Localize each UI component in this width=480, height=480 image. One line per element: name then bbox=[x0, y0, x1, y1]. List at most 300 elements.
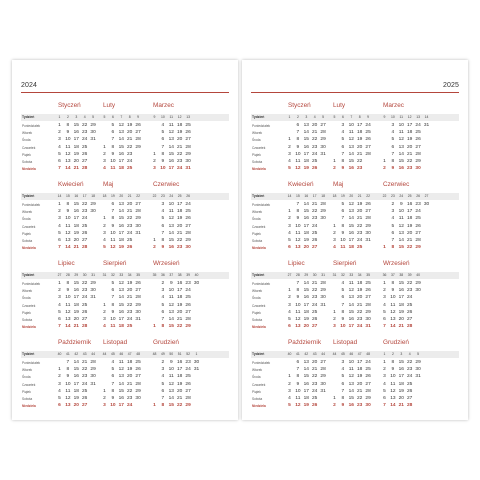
day-cell: 9 bbox=[341, 166, 345, 172]
week-number: 24 bbox=[169, 194, 174, 198]
day-cell: 1 bbox=[153, 238, 156, 243]
week-number: 9 bbox=[383, 115, 386, 119]
day-cell: 18 bbox=[303, 159, 309, 164]
day-cell: 24 bbox=[357, 324, 363, 330]
day-cell: 21 bbox=[312, 130, 318, 136]
day-cell: 16 bbox=[303, 295, 309, 301]
day-cell: 23 bbox=[185, 281, 191, 286]
day-cell: 5 bbox=[383, 388, 386, 394]
day-cell: 5 bbox=[288, 238, 291, 243]
day-cell: 29 bbox=[185, 151, 191, 157]
day-cell: 4 bbox=[383, 302, 386, 308]
day-cell: 10 bbox=[160, 166, 166, 172]
day-cell: 23 bbox=[357, 166, 363, 172]
day-cell: 23 bbox=[312, 295, 318, 301]
day-cell: 28 bbox=[320, 367, 326, 373]
day-cell: 27 bbox=[82, 317, 88, 322]
week-number: 4 bbox=[313, 115, 316, 119]
day-cell: 9 bbox=[169, 360, 173, 365]
day-cell: 17 bbox=[303, 151, 309, 157]
day-cell: 22 bbox=[127, 302, 133, 308]
day-cell: 3 bbox=[161, 367, 165, 373]
day-cell: 12 bbox=[168, 302, 174, 308]
day-cell: 4 bbox=[341, 367, 345, 373]
day-cell: 31 bbox=[423, 123, 430, 128]
day-cell: 27 bbox=[82, 403, 88, 409]
day-cell: 30 bbox=[90, 130, 96, 136]
day-cell: 12 bbox=[118, 123, 124, 128]
day-cell: 26 bbox=[312, 403, 318, 409]
week-number: 23 bbox=[391, 194, 395, 198]
week-number: 31 bbox=[332, 273, 337, 277]
week-number: 6 bbox=[341, 115, 344, 119]
day-cell: 30 bbox=[90, 288, 96, 294]
day-cell: 4 bbox=[58, 144, 61, 150]
day-name-label: Sobota bbox=[22, 160, 33, 164]
day-cell: 21 bbox=[127, 295, 133, 301]
day-cell: 23 bbox=[177, 159, 183, 164]
month-title: Marzec bbox=[383, 102, 404, 109]
day-cell: 19 bbox=[73, 396, 79, 401]
day-cell: 24 bbox=[312, 223, 318, 229]
month-title: Lipiec bbox=[58, 260, 75, 267]
day-cell: 8 bbox=[111, 144, 115, 150]
day-cell: 23 bbox=[415, 202, 421, 207]
day-cell: 6 bbox=[161, 137, 165, 143]
day-cell: 27 bbox=[320, 360, 326, 365]
day-cell: 10 bbox=[295, 151, 301, 157]
day-cell: 28 bbox=[365, 302, 371, 308]
day-cell: 19 bbox=[127, 123, 133, 128]
week-number: 16 bbox=[74, 194, 79, 198]
day-cell: 30 bbox=[185, 159, 191, 164]
day-cell: 20 bbox=[127, 202, 133, 207]
day-cell: 4 bbox=[58, 302, 61, 308]
day-cell: 21 bbox=[177, 230, 183, 236]
day-cell: 16 bbox=[398, 367, 404, 373]
day-cell: 9 bbox=[341, 403, 345, 409]
day-cell: 1 bbox=[153, 324, 156, 330]
day-cell: 7 bbox=[341, 216, 345, 222]
day-cell: 21 bbox=[357, 388, 363, 394]
day-cell: 2 bbox=[383, 288, 386, 294]
day-cell: 5 bbox=[111, 281, 115, 286]
day-cell: 11 bbox=[295, 159, 301, 164]
day-cell: 23 bbox=[357, 403, 363, 409]
day-cell: 2 bbox=[103, 151, 106, 157]
month-title: Wrzesień bbox=[383, 260, 410, 267]
day-cell: 15 bbox=[348, 309, 354, 315]
day-cell: 13 bbox=[168, 309, 174, 315]
day-cell: 12 bbox=[118, 281, 124, 286]
day-cell: 24 bbox=[177, 166, 183, 172]
day-cell: 20 bbox=[357, 381, 363, 387]
day-cell: 11 bbox=[110, 238, 116, 243]
day-cell: 19 bbox=[303, 238, 309, 243]
day-cell: 21 bbox=[177, 317, 183, 322]
day-cell: 6 bbox=[391, 230, 395, 236]
day-cell: 3 bbox=[383, 374, 386, 380]
day-cell: 14 bbox=[65, 166, 71, 172]
day-name-label: Piątek bbox=[22, 389, 31, 394]
day-name-label: Piątek bbox=[252, 152, 261, 157]
day-cell: 27 bbox=[365, 295, 371, 301]
day-cell: 3 bbox=[103, 317, 106, 322]
day-cell: 13 bbox=[303, 360, 309, 365]
day-cell: 8 bbox=[66, 367, 70, 373]
week-number: 15 bbox=[296, 194, 300, 198]
day-cell: 24 bbox=[82, 137, 88, 143]
day-cell: 26 bbox=[127, 245, 133, 251]
week-number: 17 bbox=[312, 194, 317, 198]
day-cell: 10 bbox=[340, 238, 346, 243]
day-cell: 20 bbox=[177, 309, 183, 315]
day-cell: 3 bbox=[58, 216, 61, 222]
week-number: 48 bbox=[152, 352, 157, 356]
day-cell: 9 bbox=[391, 367, 395, 373]
day-cell: 30 bbox=[415, 288, 421, 294]
day-cell: 30 bbox=[90, 209, 96, 215]
day-cell: 24 bbox=[185, 288, 191, 294]
day-cell: 2 bbox=[288, 144, 291, 150]
day-cell: 15 bbox=[398, 159, 404, 164]
day-name-label: Niedziela bbox=[252, 246, 266, 251]
day-cell: 10 bbox=[168, 202, 174, 207]
day-cell: 17 bbox=[303, 388, 309, 394]
day-cell: 16 bbox=[73, 374, 79, 380]
day-cell: 6 bbox=[161, 309, 165, 315]
day-cell: 23 bbox=[312, 216, 318, 222]
day-cell: 13 bbox=[348, 209, 354, 215]
day-cell: 2 bbox=[58, 209, 61, 215]
day-cell: 21 bbox=[73, 324, 79, 330]
day-cell: 20 bbox=[303, 324, 309, 330]
day-cell: 17 bbox=[398, 295, 404, 301]
day-cell: 8 bbox=[66, 123, 70, 128]
day-cell: 3 bbox=[288, 151, 291, 157]
day-cell: 22 bbox=[312, 137, 318, 143]
day-cell: 28 bbox=[407, 403, 413, 409]
day-cell: 10 bbox=[295, 302, 301, 308]
month-title: Styczeń bbox=[288, 102, 311, 109]
day-cell: 9 bbox=[341, 317, 345, 322]
day-cell: 4 bbox=[161, 123, 165, 128]
day-cell: 9 bbox=[399, 202, 403, 207]
day-cell: 1 bbox=[333, 159, 336, 164]
day-cell: 12 bbox=[65, 230, 71, 236]
day-cell: 12 bbox=[168, 381, 174, 387]
day-cell: 19 bbox=[118, 245, 124, 251]
week-number: 19 bbox=[341, 194, 345, 198]
week-number: 5 bbox=[103, 115, 106, 119]
day-cell: 12 bbox=[390, 309, 396, 315]
day-cell: 30 bbox=[320, 381, 326, 387]
day-cell: 1 bbox=[103, 388, 106, 394]
day-cell: 21 bbox=[312, 281, 318, 286]
day-cell: 29 bbox=[415, 245, 421, 251]
week-number: 45 bbox=[111, 352, 115, 356]
day-cell: 1 bbox=[333, 223, 336, 229]
day-cell: 14 bbox=[65, 324, 71, 330]
day-cell: 31 bbox=[320, 388, 326, 394]
day-cell: 18 bbox=[127, 360, 133, 365]
day-cell: 16 bbox=[348, 230, 354, 236]
day-cell: 30 bbox=[193, 360, 200, 365]
day-cell: 14 bbox=[348, 151, 354, 157]
month-title: Kwiecień bbox=[58, 181, 84, 188]
week-number: 27 bbox=[57, 273, 62, 277]
day-cell: 2 bbox=[333, 403, 336, 409]
day-cell: 27 bbox=[415, 144, 421, 150]
day-cell: 23 bbox=[127, 223, 133, 229]
day-cell: 26 bbox=[407, 388, 413, 394]
day-cell: 28 bbox=[365, 151, 371, 157]
day-cell: 26 bbox=[365, 137, 371, 143]
day-cell: 16 bbox=[168, 245, 174, 251]
day-cell: 29 bbox=[135, 144, 141, 150]
day-cell: 31 bbox=[320, 151, 326, 157]
month-title: Listopad bbox=[333, 339, 358, 346]
day-cell: 9 bbox=[341, 230, 345, 236]
day-cell: 24 bbox=[127, 230, 133, 236]
day-cell: 12 bbox=[295, 238, 301, 243]
day-cell: 25 bbox=[312, 159, 318, 164]
week-number: 35 bbox=[152, 273, 157, 277]
day-cell: 25 bbox=[127, 166, 133, 172]
day-cell: 9 bbox=[161, 159, 165, 164]
day-cell: 1 bbox=[383, 245, 386, 251]
day-cell: 17 bbox=[73, 295, 79, 301]
day-cell: 12 bbox=[348, 288, 354, 294]
month-title: Sierpień bbox=[333, 260, 357, 267]
day-name-label: Wtorek bbox=[252, 289, 263, 294]
week-number: 32 bbox=[341, 273, 345, 277]
day-cell: 14 bbox=[303, 202, 309, 207]
day-cell: 22 bbox=[357, 309, 363, 315]
day-cell: 21 bbox=[398, 403, 404, 409]
week-number: 22 bbox=[136, 194, 140, 198]
week-number: 7 bbox=[350, 115, 353, 119]
week-number: 31 bbox=[102, 273, 107, 277]
day-cell: 7 bbox=[161, 230, 165, 236]
day-cell: 5 bbox=[58, 151, 61, 157]
day-cell: 5 bbox=[58, 230, 61, 236]
day-cell: 8 bbox=[111, 388, 115, 394]
day-cell: 31 bbox=[185, 166, 191, 172]
day-cell: 10 bbox=[398, 209, 404, 215]
day-cell: 1 bbox=[383, 281, 386, 286]
day-cell: 4 bbox=[341, 281, 345, 286]
week-number: 33 bbox=[349, 273, 354, 277]
day-cell: 6 bbox=[111, 130, 115, 136]
day-cell: 7 bbox=[391, 238, 395, 243]
day-cell: 12 bbox=[65, 396, 71, 401]
day-cell: 27 bbox=[407, 317, 413, 322]
day-cell: 23 bbox=[407, 367, 413, 373]
day-cell: 30 bbox=[320, 295, 326, 301]
day-cell: 18 bbox=[303, 230, 309, 236]
day-cell: 18 bbox=[118, 166, 124, 172]
week-number: 39 bbox=[407, 273, 412, 277]
day-cell: 29 bbox=[365, 396, 371, 401]
day-cell: 17 bbox=[177, 367, 183, 373]
day-cell: 15 bbox=[168, 403, 174, 409]
day-cell: 26 bbox=[185, 302, 191, 308]
day-cell: 9 bbox=[66, 288, 70, 294]
day-cell: 2 bbox=[383, 166, 386, 172]
day-cell: 28 bbox=[320, 281, 326, 286]
month-title: Wrzesień bbox=[153, 260, 180, 267]
day-cell: 11 bbox=[65, 302, 71, 308]
day-cell: 23 bbox=[312, 144, 318, 150]
week-number: 32 bbox=[111, 273, 115, 277]
day-cell: 20 bbox=[357, 295, 363, 301]
day-cell: 3 bbox=[103, 403, 106, 409]
week-number: 13 bbox=[186, 115, 190, 119]
day-cell: 25 bbox=[82, 302, 88, 308]
day-cell: 1 bbox=[153, 403, 156, 409]
week-number: 48 bbox=[136, 352, 140, 356]
day-cell: 15 bbox=[118, 302, 124, 308]
day-cell: 24 bbox=[357, 238, 363, 243]
day-cell: 2 bbox=[153, 245, 156, 251]
day-cell: 15 bbox=[73, 202, 79, 207]
day-cell: 14 bbox=[303, 367, 309, 373]
month-title: Lipiec bbox=[288, 260, 305, 267]
day-cell: 6 bbox=[341, 381, 345, 387]
day-cell: 24 bbox=[127, 317, 133, 322]
day-cell: 23 bbox=[127, 309, 133, 315]
day-cell: 13 bbox=[65, 159, 71, 164]
day-cell: 4 bbox=[103, 238, 106, 243]
months-grid bbox=[21, 102, 229, 418]
day-name-label: Niedziela bbox=[22, 404, 36, 409]
day-cell: 29 bbox=[320, 137, 326, 143]
day-cell: 14 bbox=[65, 245, 71, 251]
week-number: 19 bbox=[111, 194, 115, 198]
day-cell: 6 bbox=[288, 245, 291, 251]
week-number: 43 bbox=[312, 352, 317, 356]
day-cell: 20 bbox=[398, 317, 404, 322]
day-name-label: Sobota bbox=[252, 397, 263, 401]
day-cell: 18 bbox=[118, 324, 124, 330]
day-cell: 4 bbox=[288, 309, 291, 315]
week-number: 22 bbox=[382, 194, 387, 198]
day-cell: 30 bbox=[415, 166, 421, 172]
day-cell: 28 bbox=[90, 360, 96, 365]
day-cell: 8 bbox=[296, 288, 300, 294]
day-cell: 13 bbox=[398, 144, 404, 150]
day-cell: 2 bbox=[383, 367, 386, 373]
day-cell: 18 bbox=[398, 302, 404, 308]
day-cell: 29 bbox=[135, 302, 141, 308]
day-cell: 20 bbox=[312, 123, 318, 128]
day-cell: 31 bbox=[365, 324, 371, 330]
day-cell: 13 bbox=[295, 245, 301, 251]
day-cell: 29 bbox=[185, 238, 191, 243]
week-number: 34 bbox=[127, 273, 132, 277]
week-number: 44 bbox=[321, 352, 325, 356]
day-cell: 11 bbox=[295, 396, 301, 401]
day-name-label: Wtorek bbox=[252, 210, 263, 215]
day-cell: 28 bbox=[135, 295, 141, 301]
day-cell: 14 bbox=[398, 238, 404, 243]
day-cell: 21 bbox=[357, 151, 363, 157]
day-cell: 12 bbox=[348, 202, 354, 207]
day-cell: 26 bbox=[82, 151, 88, 157]
day-cell: 19 bbox=[177, 130, 183, 136]
week-number: 40 bbox=[287, 352, 292, 356]
day-cell: 5 bbox=[383, 309, 386, 315]
day-name-label: Sobota bbox=[22, 397, 33, 401]
day-name-label: Poniedziałek bbox=[22, 282, 41, 286]
day-cell: 4 bbox=[58, 223, 61, 229]
day-cell: 27 bbox=[185, 137, 191, 143]
day-cell: 11 bbox=[340, 245, 346, 251]
week-label: Tydzień bbox=[22, 352, 35, 356]
day-cell: 20 bbox=[312, 360, 318, 365]
day-cell: 7 bbox=[58, 245, 61, 251]
day-cell: 3 bbox=[333, 238, 336, 243]
day-cell: 15 bbox=[303, 209, 309, 215]
day-cell: 22 bbox=[82, 281, 88, 286]
day-cell: 27 bbox=[320, 123, 326, 128]
day-cell: 28 bbox=[415, 238, 421, 243]
day-cell: 27 bbox=[135, 374, 141, 380]
day-cell: 12 bbox=[295, 403, 301, 409]
week-number: 45 bbox=[341, 352, 345, 356]
day-cell: 20 bbox=[73, 238, 79, 243]
day-cell: 28 bbox=[82, 324, 88, 330]
day-cell: 16 bbox=[398, 166, 404, 172]
day-cell: 14 bbox=[348, 388, 354, 394]
day-cell: 10 bbox=[340, 324, 346, 330]
month-title: Czerwiec bbox=[383, 181, 410, 188]
day-cell: 29 bbox=[90, 202, 96, 207]
day-cell: 23 bbox=[312, 381, 318, 387]
week-number: 51 bbox=[177, 352, 182, 356]
day-cell: 11 bbox=[168, 209, 174, 215]
day-name-label: Piątek bbox=[252, 310, 261, 315]
month-title: Maj bbox=[333, 181, 344, 188]
day-cell: 21 bbox=[357, 302, 363, 308]
day-cell: 17 bbox=[407, 209, 413, 215]
week-label: Tydzień bbox=[252, 115, 265, 119]
day-cell: 28 bbox=[320, 202, 326, 207]
day-cell: 7 bbox=[161, 144, 165, 150]
day-cell: 11 bbox=[110, 166, 116, 172]
week-number: 4 bbox=[83, 115, 86, 119]
day-cell: 5 bbox=[161, 302, 165, 308]
month-title: Październik bbox=[288, 339, 322, 346]
day-cell: 26 bbox=[82, 396, 88, 401]
week-number: 3 bbox=[305, 115, 308, 119]
day-cell: 29 bbox=[185, 324, 191, 330]
day-cell: 28 bbox=[415, 151, 421, 157]
day-cell: 2 bbox=[333, 317, 336, 322]
week-number: 50 bbox=[169, 352, 174, 356]
day-cell: 15 bbox=[348, 159, 354, 164]
day-cell: 2 bbox=[161, 360, 165, 365]
day-cell: 18 bbox=[407, 130, 413, 136]
day-cell: 23 bbox=[185, 360, 191, 365]
day-name-label: Niedziela bbox=[22, 246, 36, 251]
day-cell: 4 bbox=[391, 216, 395, 222]
day-name-label: Czwartek bbox=[22, 382, 36, 387]
day-cell: 2 bbox=[288, 295, 291, 301]
week-number: 1 bbox=[58, 115, 61, 119]
day-cell: 30 bbox=[415, 367, 421, 373]
